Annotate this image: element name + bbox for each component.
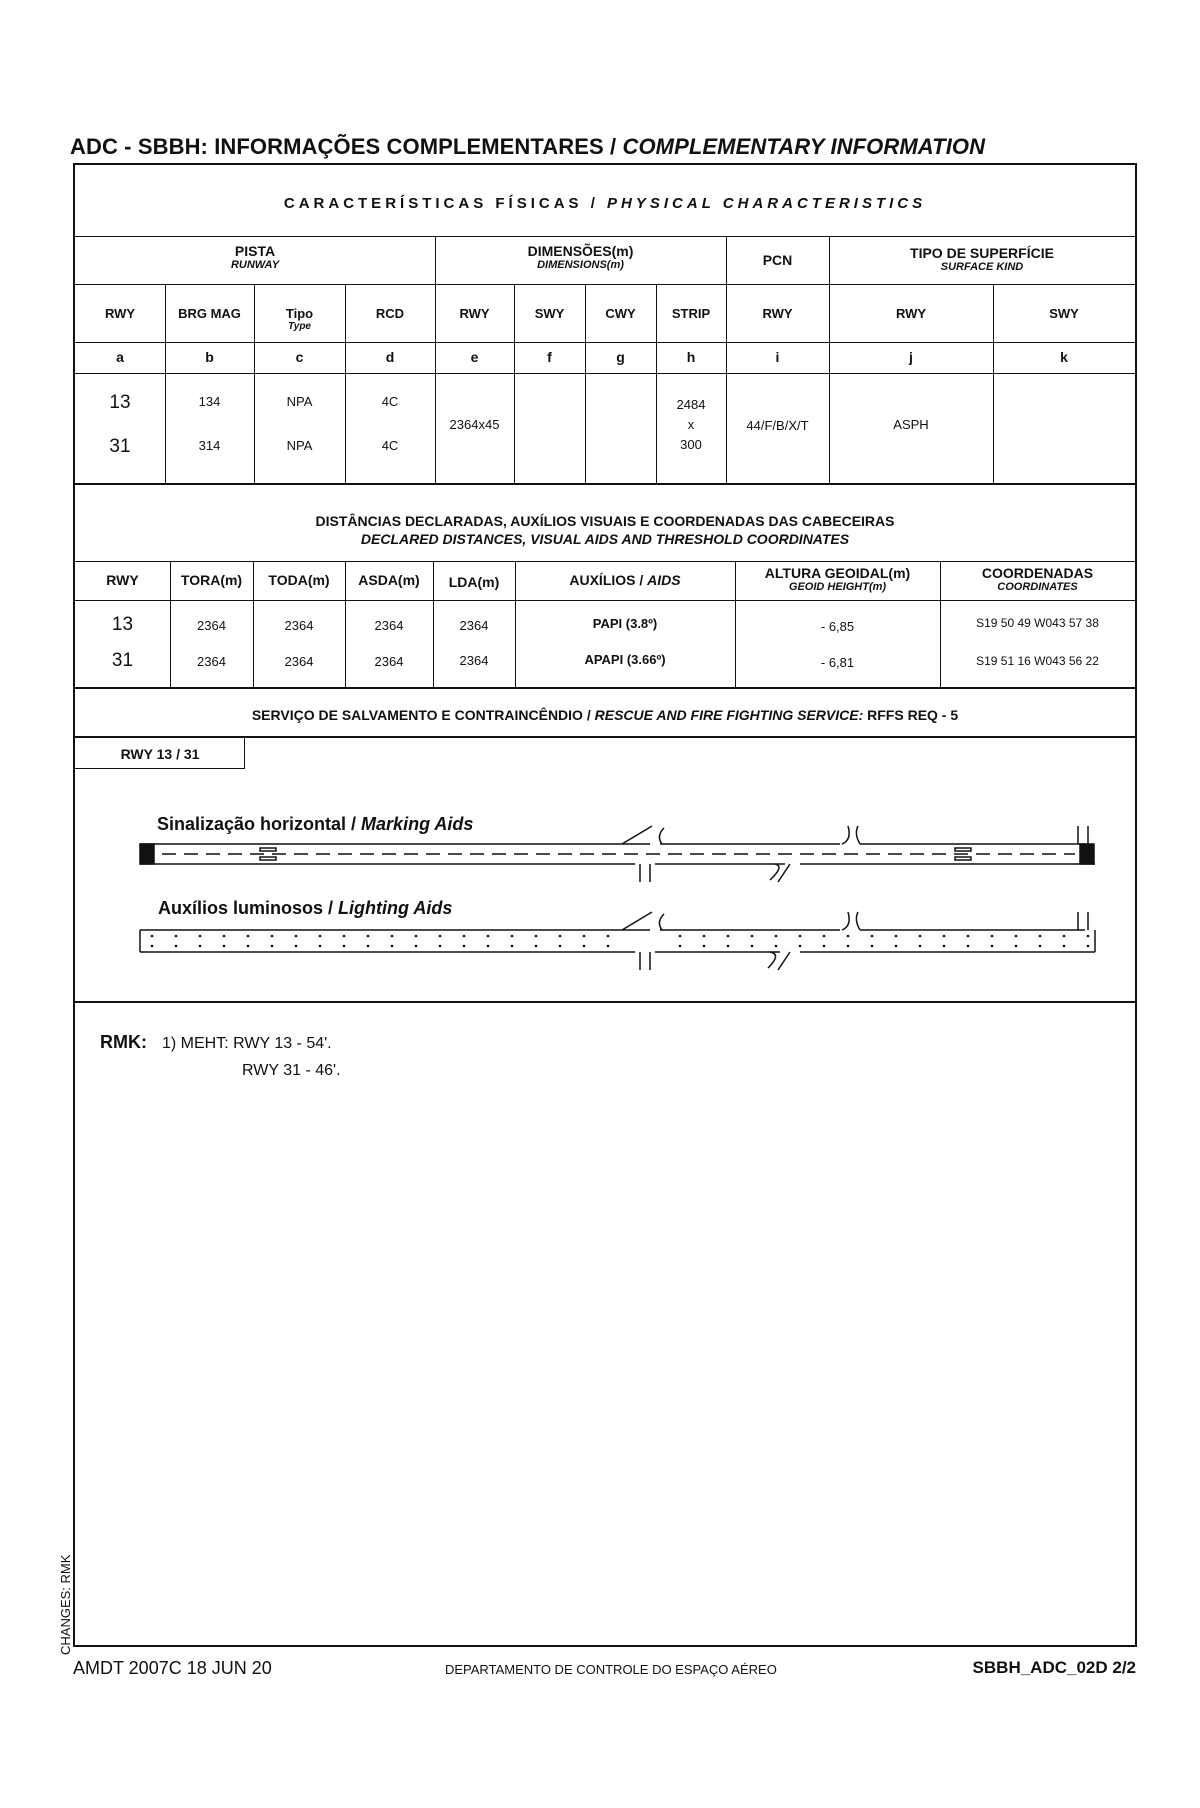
- edge-light: [943, 945, 946, 948]
- dec-row2-coord: S19 51 16 W043 56 22: [976, 654, 1099, 668]
- edge-light: [295, 945, 298, 948]
- dec-row1-geoid: - 6,85: [820, 619, 855, 634]
- runway-diagram: [130, 820, 1110, 980]
- group-surface: TIPO DE SUPERFÍCIE SURFACE KIND: [910, 245, 1054, 273]
- dec-h-asda: ASDA(m): [358, 572, 420, 588]
- phys-row2-brg: 314: [198, 438, 221, 453]
- phys-pcn: 44/F/B/X/T: [746, 418, 809, 433]
- lighting-aids-label: Auxílios luminosos / Lighting Aids: [158, 898, 453, 918]
- physical-section-title: CARACTERÍSTICAS FÍSICAS / PHYSICAL CHARACTERISTICS: [283, 195, 927, 212]
- edge-light: [391, 935, 394, 938]
- edge-light: [823, 935, 826, 938]
- dec-h-rwy: RWY: [106, 572, 139, 588]
- col-rwy: RWY: [104, 306, 136, 321]
- edge-light: [271, 945, 274, 948]
- edge-light: [607, 935, 610, 938]
- edge-light: [991, 945, 994, 948]
- edge-light: [439, 935, 442, 938]
- letter-j: j: [909, 349, 913, 365]
- edge-light: [1039, 945, 1042, 948]
- dec-h-toda: TODA(m): [268, 572, 330, 588]
- edge-light: [463, 945, 466, 948]
- edge-light: [199, 945, 202, 948]
- edge-light: [199, 935, 202, 938]
- group-pista: PISTA RUNWAY: [230, 243, 280, 271]
- letter-f: f: [547, 349, 552, 365]
- edge-light: [1015, 945, 1018, 948]
- footer-page-id: SBBH_ADC_02D 2/2: [972, 1658, 1136, 1677]
- dec-row2-geoid: - 6,81: [820, 655, 855, 670]
- letter-e: e: [470, 349, 479, 365]
- dec-row2-toda: 2364: [284, 654, 314, 669]
- dec-h-geoid: ALTURA GEOIDAL(m) GEOID HEIGHT(m): [764, 565, 911, 593]
- col-rcd: RCD: [375, 306, 405, 321]
- phys-row2-rwy: 31: [109, 436, 131, 457]
- dec-row1-tora: 2364: [197, 618, 226, 633]
- edge-light: [1063, 945, 1066, 948]
- edge-light: [583, 935, 586, 938]
- edge-light: [367, 935, 370, 938]
- phys-dim-rwy: 2364x45: [449, 417, 500, 432]
- page-title: ADC - SBBH: INFORMAÇÕES COMPLEMENTARES / COMPLEMENTARY INFORMATION: [70, 134, 986, 159]
- col-cwy: CWY: [605, 306, 636, 321]
- letter-a: a: [116, 349, 124, 365]
- edge-light: [703, 935, 706, 938]
- col-brg-mag: BRG MAG: [178, 306, 241, 321]
- letter-i: i: [775, 349, 780, 365]
- phys-row1-rwy: 13: [109, 392, 131, 413]
- phys-row1-rcd: 4C: [381, 394, 399, 409]
- dec-row2-lda: 2364: [459, 653, 489, 668]
- dec-row1-aids: PAPI (3.8º): [592, 616, 658, 631]
- dec-h-coord: COORDENADAS COORDINATES: [981, 565, 1094, 593]
- edge-light: [271, 935, 274, 938]
- edge-light: [583, 945, 586, 948]
- rmk-label: RMK:: [100, 1032, 147, 1052]
- edge-light: [1039, 935, 1042, 938]
- edge-light: [967, 935, 970, 938]
- edge-light: [919, 945, 922, 948]
- edge-light: [247, 945, 250, 948]
- declared-section-title: DISTÂNCIAS DECLARADAS, AUXÍLIOS VISUAIS E COORDENADAS DAS CABECEIRAS DECLARED DISTANCES, VISUAL AIDS AND THRESHOLD COORDINATES: [315, 513, 895, 547]
- edge-light: [559, 945, 562, 948]
- edge-light: [319, 945, 322, 948]
- col-surface-swy: SWY: [1049, 306, 1079, 321]
- edge-light: [751, 935, 754, 938]
- dec-row2-asda: 2364: [374, 654, 404, 669]
- letter-b: b: [205, 349, 214, 365]
- letter-h: h: [686, 349, 696, 365]
- edge-light: [775, 935, 778, 938]
- dec-row2-rwy: 31: [111, 650, 134, 671]
- edge-light: [895, 945, 898, 948]
- phys-row2-tipo: NPA: [286, 438, 313, 453]
- phys-strip: 2484 x 300: [676, 397, 706, 452]
- dec-row2-aids: APAPI (3.66º): [584, 652, 666, 667]
- rescue-service: SERVIÇO DE SALVAMENTO E CONTRAINCÊNDIO / RESCUE AND FIRE FIGHTING SERVICE: RFFS REQ - 5: [251, 707, 959, 723]
- edge-light: [175, 935, 178, 938]
- rmk-line2: RWY 31 - 46'.: [242, 1062, 341, 1079]
- dec-row1-rwy: 13: [111, 614, 134, 635]
- edge-light: [703, 945, 706, 948]
- footer-amdt: AMDT 2007C 18 JUN 20: [73, 1658, 272, 1678]
- edge-light: [415, 935, 418, 938]
- phys-row1-tipo: NPA: [286, 394, 313, 409]
- edge-light: [679, 945, 682, 948]
- edge-light: [919, 935, 922, 938]
- edge-light: [535, 935, 538, 938]
- edge-light: [607, 945, 610, 948]
- edge-light: [223, 935, 226, 938]
- col-tipo: Tipo Type: [285, 306, 314, 332]
- col-dim-rwy: RWY: [459, 306, 490, 321]
- edge-light: [1063, 935, 1066, 938]
- edge-light: [847, 945, 850, 948]
- edge-light: [367, 945, 370, 948]
- edge-light: [319, 935, 322, 938]
- col-pcn-rwy: RWY: [762, 306, 793, 321]
- letter-k: k: [1060, 349, 1068, 365]
- edge-light: [991, 935, 994, 938]
- rmk-line1: 1) MEHT: RWY 13 - 54'.: [162, 1035, 332, 1052]
- changes-side-label: CHANGES: RMK: [58, 1554, 73, 1655]
- letter-c: c: [295, 349, 304, 365]
- edge-light: [511, 945, 514, 948]
- marking-runway: [140, 826, 1095, 882]
- edge-light: [943, 935, 946, 938]
- edge-light: [535, 945, 538, 948]
- dec-row2-tora: 2364: [197, 654, 226, 669]
- edge-light: [967, 945, 970, 948]
- edge-light: [487, 945, 490, 948]
- edge-light: [727, 945, 730, 948]
- edge-light: [175, 945, 178, 948]
- edge-light: [343, 935, 346, 938]
- edge-lights: [151, 935, 1090, 948]
- edge-light: [151, 935, 154, 938]
- edge-light: [415, 945, 418, 948]
- edge-light: [151, 945, 154, 948]
- edge-light: [727, 935, 730, 938]
- edge-light: [439, 945, 442, 948]
- edge-light: [1087, 945, 1090, 948]
- edge-light: [223, 945, 226, 948]
- edge-light: [1015, 935, 1018, 938]
- col-surface-rwy: RWY: [895, 306, 927, 321]
- dec-row1-coord: S19 50 49 W043 57 38: [976, 616, 1099, 630]
- edge-light: [247, 935, 250, 938]
- dec-row1-toda: 2364: [284, 618, 314, 633]
- edge-light: [391, 945, 394, 948]
- group-dimensions: DIMENSÕES(m) DIMENSIONS(m): [527, 243, 634, 271]
- edge-light: [799, 935, 802, 938]
- edge-light: [679, 935, 682, 938]
- phys-row2-rcd: 4C: [381, 438, 399, 453]
- edge-light: [775, 945, 778, 948]
- edge-light: [847, 935, 850, 938]
- edge-light: [463, 935, 466, 938]
- edge-light: [343, 945, 346, 948]
- letter-d: d: [385, 349, 395, 365]
- phys-row1-brg: 134: [198, 394, 221, 409]
- edge-light: [1087, 935, 1090, 938]
- lighting-runway: [140, 912, 1095, 970]
- dec-row1-lda: 2364: [459, 618, 489, 633]
- col-swy: SWY: [534, 306, 565, 321]
- dec-h-aids: AUXÍLIOS / AIDS: [569, 572, 681, 588]
- edge-light: [895, 935, 898, 938]
- edge-light: [295, 935, 298, 938]
- edge-light: [487, 935, 490, 938]
- edge-light: [871, 945, 874, 948]
- footer-department: DEPARTAMENTO DE CONTROLE DO ESPAÇO AÉREO: [445, 1662, 777, 1677]
- dec-h-lda: LDA(m): [448, 574, 500, 590]
- edge-light: [511, 935, 514, 938]
- group-pcn: PCN: [762, 252, 793, 268]
- edge-light: [871, 935, 874, 938]
- col-strip: STRIP: [671, 306, 711, 321]
- phys-surface: ASPH: [893, 417, 929, 432]
- edge-light: [559, 935, 562, 938]
- rwy-tab: RWY 13 / 31: [120, 746, 200, 762]
- edge-light: [823, 945, 826, 948]
- edge-light: [799, 945, 802, 948]
- edge-light: [751, 945, 754, 948]
- dec-row1-asda: 2364: [374, 618, 404, 633]
- dec-h-tora: TORA(m): [180, 572, 243, 588]
- letter-g: g: [616, 349, 625, 365]
- marking-aids-label: Sinalização horizontal / Marking Aids: [157, 814, 474, 834]
